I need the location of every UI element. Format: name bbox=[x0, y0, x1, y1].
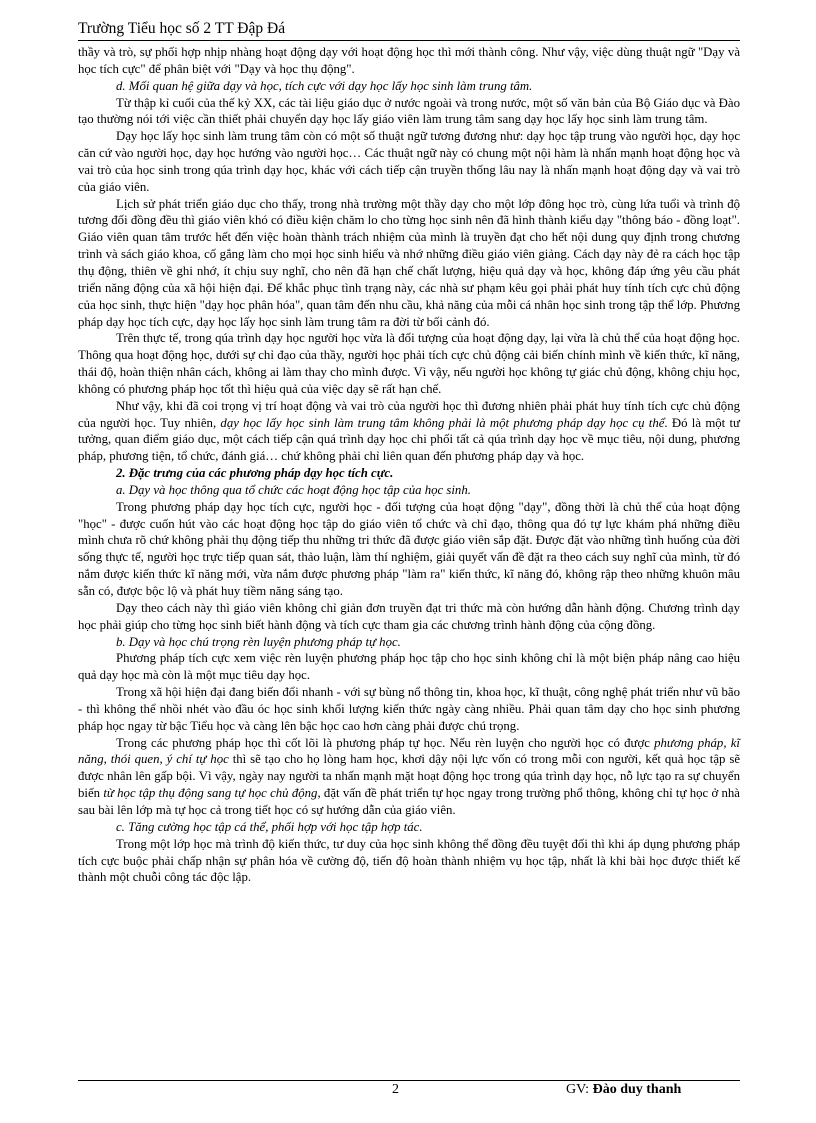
emphasis-text: dạy học lấy học sinh làm trung tâm không phải là một phương pháp dạy học cụ thể bbox=[220, 415, 665, 430]
subsection-title: c. Tăng cường học tập cá thể, phối hợp với học tập hợp tác. bbox=[116, 819, 423, 834]
footer-divider bbox=[78, 1080, 740, 1081]
subsection-title: b. Dạy và học chú trọng rèn luyện phương pháp tự học. bbox=[116, 634, 401, 649]
paragraph: Lịch sử phát triển giáo dục cho thấy, trong nhà trường một thầy dạy cho một lớp đông học trò, cùng lứa tuổi và trình độ tương đối đồng đều thì giáo viên khó có điều kiện chăm lo cho từng học sinh nên đã hình thành kiểu dạy "thông báo - đồng loạt". Giáo viên quan tâm trước hết đến việc hoàn thành trách nhiệm của mình là truyền đạt cho hết nội dung quy định trong chương trình và sách giáo khoa, cố gắng làm cho mọi học sinh hiểu và nhớ những điều giáo viên giảng. Cách dạy này đẻ ra cách học tập thụ động, thiên về ghi nhớ, ít chịu suy nghĩ, cho nên đã hạn chế chất lượng, hiệu quả dạy và học, không đáp ứng yêu cầu phát triển năng động của xã hội hiện đại. Để khắc phục tình trạng này, các nhà sư phạm kêu gọi phải phát huy tính tích cực chủ động của học sinh, thực hiện "dạy học phân hóa", quan tâm đến nhu cầu, khả năng của mỗi cá nhân học sinh trong tập thể lớp. Phương pháp dạy học tích cực, dạy học lấy học sinh làm trung tâm ra đời từ bối cảnh đó. bbox=[78, 196, 740, 329]
paragraph-text: thì sẽ tạo cho họ lòng ham học, khơi dậy nội lực vốn có trong mỗi con người, kết quả học tập sẽ được nhân lên gấp bội. Vì vậy, ngày nay người ta nhấn mạnh mặt hoạt động học trong qúa trình dạy học, nỗ lực tạo ra sự chuyển biến bbox=[78, 752, 740, 801]
paragraph-text: Trong các phương pháp học thì cốt lõi là phương pháp tự học. Nếu rèn luyện cho người học có được bbox=[116, 735, 655, 750]
section-heading: 2. Đặc trưng của các phương pháp dạy học tích cực. bbox=[116, 466, 394, 481]
paragraph bbox=[78, 398, 740, 465]
document-body bbox=[78, 44, 740, 886]
paragraph: Từ thập kỉ cuối của thế kỷ XX, các tài liệu giáo dục ở nước ngoài và trong nước, một số văn bản của Bộ Giáo dục và Đào tạo thường nói tới việc cần thiết phải chuyển dạy học lấy giáo viên làm trung tâm sang dạy học lấy học sinh làm trung tâm. bbox=[78, 95, 740, 127]
page-number: 2 bbox=[392, 1082, 399, 1097]
emphasis-text: phương pháp, kĩ năng, thói quen, ý chí tự học bbox=[78, 735, 740, 767]
author-name: Đào duy thanh bbox=[592, 1082, 682, 1097]
paragraph: Trong một lớp học mà trình độ kiến thức, tư duy của học sinh không thể đồng đều tuyệt đối thì khi áp dụng phương pháp tích cực buộc phải chấp nhận sự phân hóa về cường độ, tiến độ hoàn thành nhiệm vụ học tập, nhất là khi bài học được thiết kế thành một chuỗi công tác độc lập. bbox=[78, 836, 740, 885]
subsection-title: a. Dạy và học thông qua tổ chức các hoạt động học tập của học sinh. bbox=[116, 482, 471, 497]
paragraph bbox=[78, 735, 740, 819]
paragraph: Trên thực tế, trong qúa trình dạy học người học vừa là đối tượng của hoạt động dạy, lại vừa là chủ thể của hoạt động học. Thông qua hoạt động học, dưới sự chỉ đạo của thầy, người học phải tích cực chủ động cải biến chính mình về kiến thức, kĩ năng, thái độ, hoàn thiện nhân cách, không ai làm thay cho mình được. Vì vậy, nếu người học không tự giác chủ động, không chịu học, không có phương pháp học tốt thì hiệu quả của việc dạy sẽ rất hạn chế. bbox=[78, 331, 740, 396]
paragraph-text: . Đó là một tư tưởng, quan điểm giáo dục, một cách tiếp cận quá trình dạy học chi phối tất cả qúa trình dạy học về mục tiêu, nội dung, phương pháp, phương tiện, tổ chức, đánh giá… chứ không phải chỉ liên quan đến phương pháp dạy và học. bbox=[78, 415, 740, 464]
gv-label: GV: bbox=[566, 1082, 590, 1097]
subsection-title: d. Mối quan hệ giữa dạy và học, tích cực với dạy học lấy học sinh làm trung tâm. bbox=[116, 78, 533, 93]
page-header: Trường Tiểu học số 2 TT Đập Đá bbox=[78, 20, 286, 37]
author-credit bbox=[566, 1082, 681, 1098]
header-divider bbox=[78, 40, 740, 41]
paragraph: thầy và trò, sự phối hợp nhịp nhàng hoạt động dạy với hoạt động học thì mới thành công. Như vậy, việc dùng thuật ngữ "Dạy và học tích cực" để phân biệt với "Dạy và học thụ động". bbox=[78, 45, 740, 76]
paragraph-text: , đặt vấn đề phát triển tự học ngay trong trường phổ thông, không chỉ tự học ở nhà sau bài lên lớp mà tự học cả trong tiết học có sự hướng dẫn của giáo viên. bbox=[78, 786, 740, 817]
emphasis-text: từ học tập thụ động sang tự học chủ động bbox=[103, 786, 318, 801]
paragraph: Trong phương pháp dạy học tích cực, người học - đối tượng của hoạt động "dạy", đồng thời là chủ thể của hoạt động "học" - được cuốn hút vào các hoạt động học tập do giáo viên tổ chức và chỉ đạo, thông qua đó tự lực khám phá những điều mình chưa rõ chứ không phải thụ động tiếp thu những tri thức đã được giáo viên sắp đặt. Được đặt vào những tình huống của đời sống thực tế, người học trực tiếp quan sát, thảo luận, làm thí nghiệm, giải quyết vấn đề đặt ra theo cách suy nghĩ của mình, từ đó nắm được kiến thức kĩ năng mới, vừa nắm được phương pháp "làm ra" kiến thức, kĩ năng đó, không rập theo những khuôn mâu sẵn có, được bộc lộ và phát huy tiềm năng sáng tạo. bbox=[78, 499, 740, 598]
paragraph: Dạy học lấy học sinh làm trung tâm còn có một số thuật ngữ tương đương như: dạy học tập trung vào người học, dạy học căn cứ vào người học, dạy học hướng vào người học… Các thuật ngữ này có chung một nội hàm là nhấn mạnh hoạt động học và vai trò của học sinh trong qúa trình dạy học, khác với cách tiếp cận truyền thống lâu nay là nhấn mạnh hoạt động dạy và vai trò của giáo viên. bbox=[78, 129, 740, 194]
paragraph-text: Như vậy, khi đã coi trọng vị trí hoạt động và vai trò của người học thì đương nhiên phải phát huy tính tích cực chủ động của người học. Tuy nhiên, bbox=[78, 398, 740, 430]
paragraph: Dạy theo cách này thì giáo viên không chỉ giản đơn truyền đạt tri thức mà còn hướng dẫn hành động. Chương trình dạy học phải giúp cho từng học sinh biết hành động và tích cực tham gia các chương trình hành động của cộng đồng. bbox=[78, 600, 740, 632]
paragraph: Phương pháp tích cực xem việc rèn luyện phương pháp học tập cho học sinh không chỉ là một biện pháp nâng cao hiệu quả dạy học mà còn là một mục tiêu dạy học. bbox=[78, 651, 740, 683]
paragraph: Trong xã hội hiện đại đang biến đổi nhanh - với sự bùng nổ thông tin, khoa học, kĩ thuật, công nghệ phát triển như vũ bão - thì không thể nhồi nhét vào đầu óc học sinh khối lượng kiến thức ngày càng nhiều. Phải quan tâm dạy cho học sinh phương pháp học ngay từ bậc Tiểu học và càng lên bậc học cao hơn càng phải được chú trọng. bbox=[78, 685, 740, 733]
